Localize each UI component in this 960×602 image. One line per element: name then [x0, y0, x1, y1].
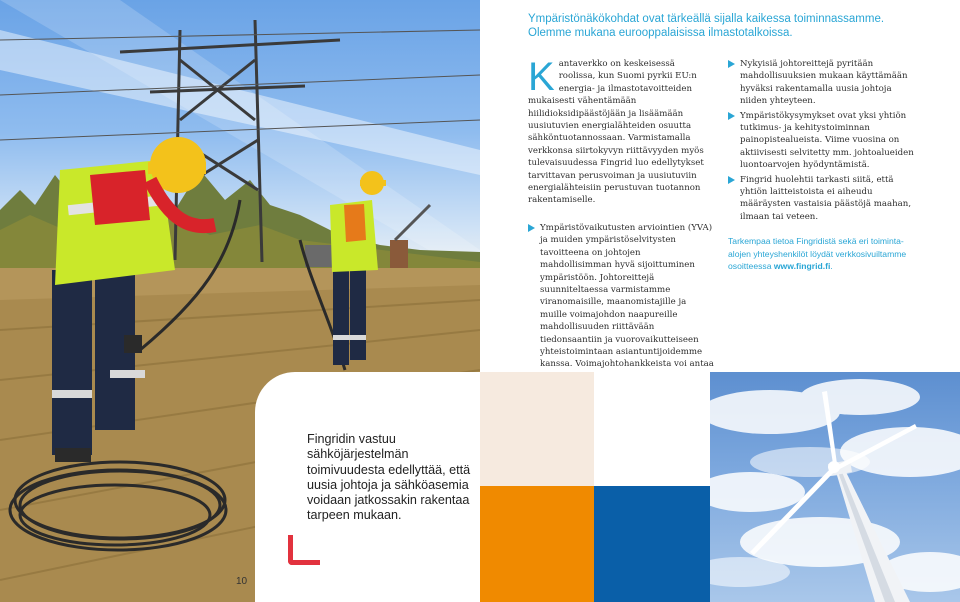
drop-cap: K — [528, 55, 555, 99]
bullet-text: Ympäristövaikutusten arviointien (YVA) ja muiden ympäristöselvitysten tavoitteena on johtojen mahdollisimman hyvä sijoittuminen ympäristöön. Johtoreittejä suunniteltaessa varmistamme viranomaisille, maanomistajille ja muille voimajohdon naapureille mahdollisuuden riittävään tiedonsaantiin ja vuorovaikutteiseen yhteistoimintaan asiantuntijoidemme kanssa. Voimajohtohankkeista voi antaa — [540, 222, 714, 370]
bullet-item — [728, 110, 918, 172]
lead-paragraph: Ympäristönäkökohdat ovat tärkeällä sijalla kaikessa toiminnassamme. Olemme mukana eurooppalaisissa ilmastotalkoissa. — [528, 13, 885, 39]
orange-color-block — [480, 486, 594, 602]
more-info-end: . — [830, 261, 833, 272]
triangle-bullet-icon — [528, 224, 535, 232]
quote-card — [255, 372, 480, 602]
bullet-item — [728, 174, 918, 224]
bullet-text: Fingrid huolehtii tarkasti siitä, että yhtiön laitteistoista ei aiheudu määräysten vastaisia päästöjä maahan, ilmaan tai veteen. — [740, 174, 912, 222]
pull-quote: Fingridin vastuu sähköjärjestelmän toimivuudesta edellyttää, että uusia johtoja ja sähköasemia voidaan jatkossakin rakentaa tarpeen mukaan. — [307, 432, 471, 523]
more-info-paragraph — [728, 235, 918, 272]
website-link[interactable]: www.fingrid.fi — [773, 261, 831, 272]
text-column-1 — [528, 55, 714, 397]
text-column-2 — [728, 58, 918, 273]
bullet-text: Ympäristökysymykset ovat yksi yhtiön tutkimus- ja kehitystoiminnan painopistealueista. Viime vuosina on aktiivisesti selvitetty mm. johtoalueiden luontoarvojen hyödyntämistä. — [740, 110, 914, 171]
beige-color-block — [480, 372, 594, 486]
quote-corner-mark-icon — [288, 535, 320, 565]
bullet-item — [528, 222, 714, 396]
white-color-block — [594, 372, 710, 486]
wind-turbine-photo — [710, 372, 960, 602]
blue-color-block — [594, 486, 710, 602]
intro-text: antaverkko on keskeisessä roolissa, kun Suomi pyrkii EU:n energia- ja ilmastotavoitteiden mukaisesti vähentämään hiilidioksidipäästöjään ja lisäämään uusiutuvien energialähteiden osuutta sähköntuotannossaan. Varmistamalla verkkonsa siirtokyvyn riittävyyden myös tulevaisuudessa Fingrid luo edellytykset tarvittavan perusvoiman ja uusiutuviin energialähteisiin perustuvan tuotannon rakentamiselle. — [528, 59, 704, 206]
triangle-bullet-icon — [728, 60, 735, 68]
bullet-item — [728, 58, 918, 108]
more-info-text: Tarkempaa tietoa Fingridistä sekä eri toiminta-alojen yhteyshenkilöt löydät verkkosivuiltamme osoitteessa — [728, 236, 907, 272]
page-number-left: 10 — [236, 576, 248, 587]
triangle-bullet-icon — [728, 112, 735, 120]
intro-paragraph — [528, 55, 714, 207]
triangle-bullet-icon — [728, 176, 735, 184]
bullet-text: Nykyisiä johtoreittejä pyritään mahdollisuuksien mukaan käyttämään hyväksi rakentamalla uusia johtoja niiden yhteyteen. — [740, 59, 908, 107]
